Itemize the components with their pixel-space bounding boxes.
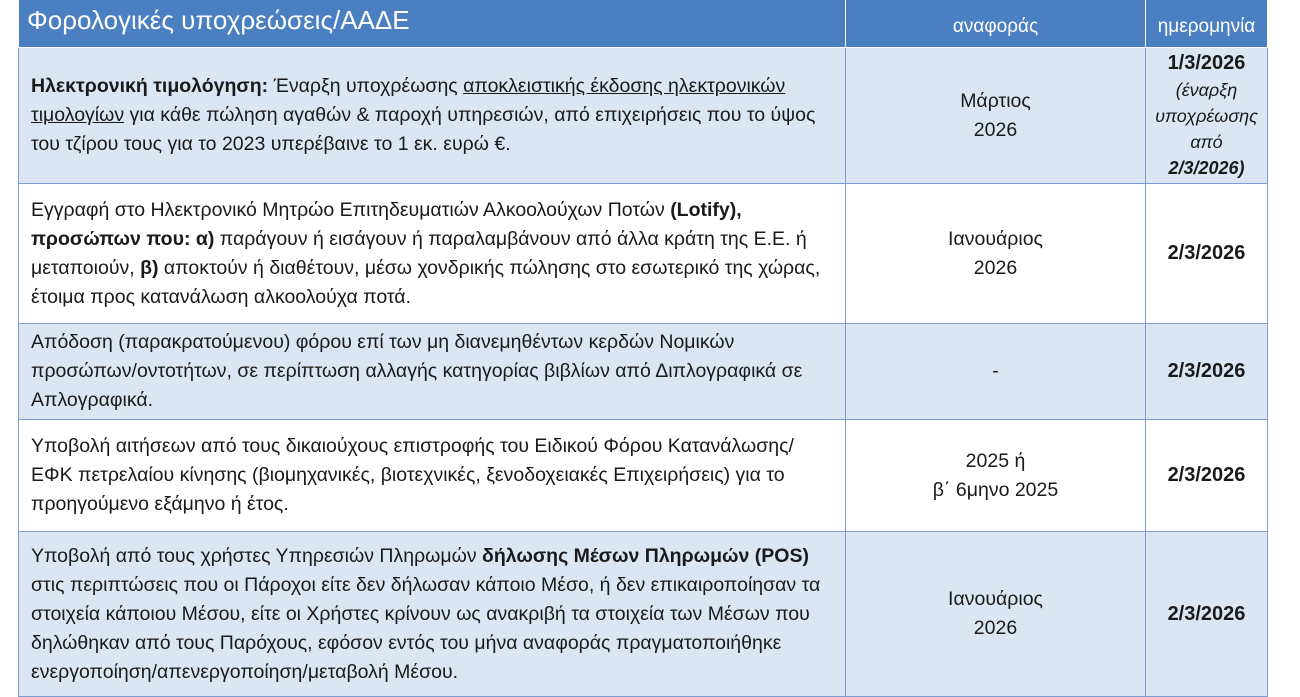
row-description — [19, 420, 846, 532]
desc-underline: αποκλειστικής έκδοσης ηλεκτρονικών τιμολογίων — [31, 75, 786, 126]
period-line: 2025 ή — [965, 449, 1026, 472]
period-line: 2026 — [973, 256, 1018, 279]
desc-text: Υποβολή από τους χρήστες Υπηρεσιών Πληρωμών — [31, 544, 483, 567]
date-note — [1150, 103, 1263, 129]
header-date: ημερομηνία — [1146, 0, 1268, 48]
desc-text: Εγγραφή στο Ηλεκτρονικό Μητρώο Επιτηδευματιών Αλκοολούχων Ποτών — [31, 198, 671, 221]
desc-text: Υποβολή αιτήσεων από τους δικαιούχους επιστροφής του Ειδικού Φόρου Κατανάλωσης/ΕΦΚ πετρελαίου κίνησης (βιομηχανικές, βιοτεχνικές, ξενοδοχειακές Επιχειρήσεις) για το προηγούμενο εξάμηνο ή έτος. — [31, 435, 794, 515]
header-period: αναφοράς — [846, 0, 1146, 48]
obligations-table-container — [18, 0, 1267, 697]
date-note — [1150, 129, 1263, 181]
period-line: - — [992, 360, 999, 382]
row-period — [846, 532, 1146, 697]
row-description — [19, 184, 846, 324]
period-line: β΄ 6μηνο 2025 — [932, 478, 1059, 501]
table-row — [19, 420, 1268, 532]
header-title: Φορολογικές υποχρεώσεις/ΑΑΔΕ — [19, 0, 846, 48]
tax-obligations-table — [18, 0, 1268, 697]
desc-bold: β) — [140, 256, 159, 279]
date-value: 1/3/2026 — [1167, 52, 1246, 74]
desc-text: αποκτούν ή διαθέτουν, μέσω χονδρικής πώλησης στο εσωτερικό της χώρας, έτοιμα προς κατανάλωση αλκοολούχα ποτά. — [31, 256, 821, 308]
table-row — [19, 48, 1268, 184]
row-description — [19, 48, 846, 184]
date-note — [1150, 77, 1263, 103]
desc-text: Έναρξη υποχρέωσης — [268, 75, 464, 97]
period-line: Ιανουάριος — [948, 588, 1043, 610]
desc-bold: (Lotify), προσώπων που: α) — [31, 198, 742, 250]
row-period — [846, 324, 1146, 420]
row-period — [846, 420, 1146, 532]
row-date: 2/3/2026 — [1146, 324, 1268, 420]
row-period — [846, 184, 1146, 324]
row-date: 2/3/2026 — [1146, 532, 1268, 697]
table-row — [19, 184, 1268, 324]
date-note-bold: 2/3/2026) — [1168, 158, 1245, 178]
period-line: 2026 — [973, 118, 1018, 141]
desc-text: παράγουν ή εισάγουν ή παραλαμβάνουν από άλλα κράτη της Ε.Ε. ή μεταποιούν, — [31, 227, 807, 279]
row-date — [1146, 48, 1268, 184]
desc-text: στις περιπτώσεις που οι Πάροχοι είτε δεν δήλωσαν κάποιο Μέσο, ή δεν επικαιροποίησαν τα στοιχεία κάποιου Μέσου, είτε οι Χρήστες κρίνουν ως ανακριβή τα στοιχεία των Μέσων που δηλώθηκαν από τους Παρόχους, εφόσον εντός του μήνα αναφοράς πραγματοποιήθηκε ενεργοποίηση/απενεργοποίηση/μεταβολή Μέσου. — [31, 573, 821, 683]
table-row — [19, 532, 1268, 697]
period-line: Μάρτιος — [960, 89, 1031, 112]
desc-text: Απόδοση (παρακρατούμενου) φόρου επί των μη διανεμηθέντων κερδών Νομικών προσώπων/οντοτήτων, σε περίπτωση αλλαγής κατηγορίας βιβλίων από Διπλογραφικά σε Απλογραφικά. — [31, 331, 803, 411]
row-description — [19, 324, 846, 420]
row-period — [846, 48, 1146, 184]
row-description — [19, 532, 846, 697]
date-note-line: υποχρέωσης — [1155, 106, 1258, 126]
table-header-row — [19, 0, 1268, 48]
desc-bold-lead: Ηλεκτρονική τιμολόγηση: — [31, 75, 269, 97]
table-row — [19, 324, 1268, 420]
date-note-prefix: από — [1190, 132, 1223, 152]
row-date: 2/3/2026 — [1146, 184, 1268, 324]
period-line: 2026 — [973, 617, 1018, 639]
desc-bold: δήλωσης Μέσων Πληρωμών (POS) — [482, 544, 809, 567]
row-date: 2/3/2026 — [1146, 420, 1268, 532]
desc-text: για κάθε πώληση αγαθών & παροχή υπηρεσιών, από επιχειρήσεις που το ύψος του τζίρου τους για το 2023 υπερέβαινε το 1 εκ. ευρώ €. — [31, 104, 816, 155]
period-line: Ιανουάριος — [948, 227, 1043, 250]
date-note-line: (έναρξη — [1175, 80, 1238, 100]
